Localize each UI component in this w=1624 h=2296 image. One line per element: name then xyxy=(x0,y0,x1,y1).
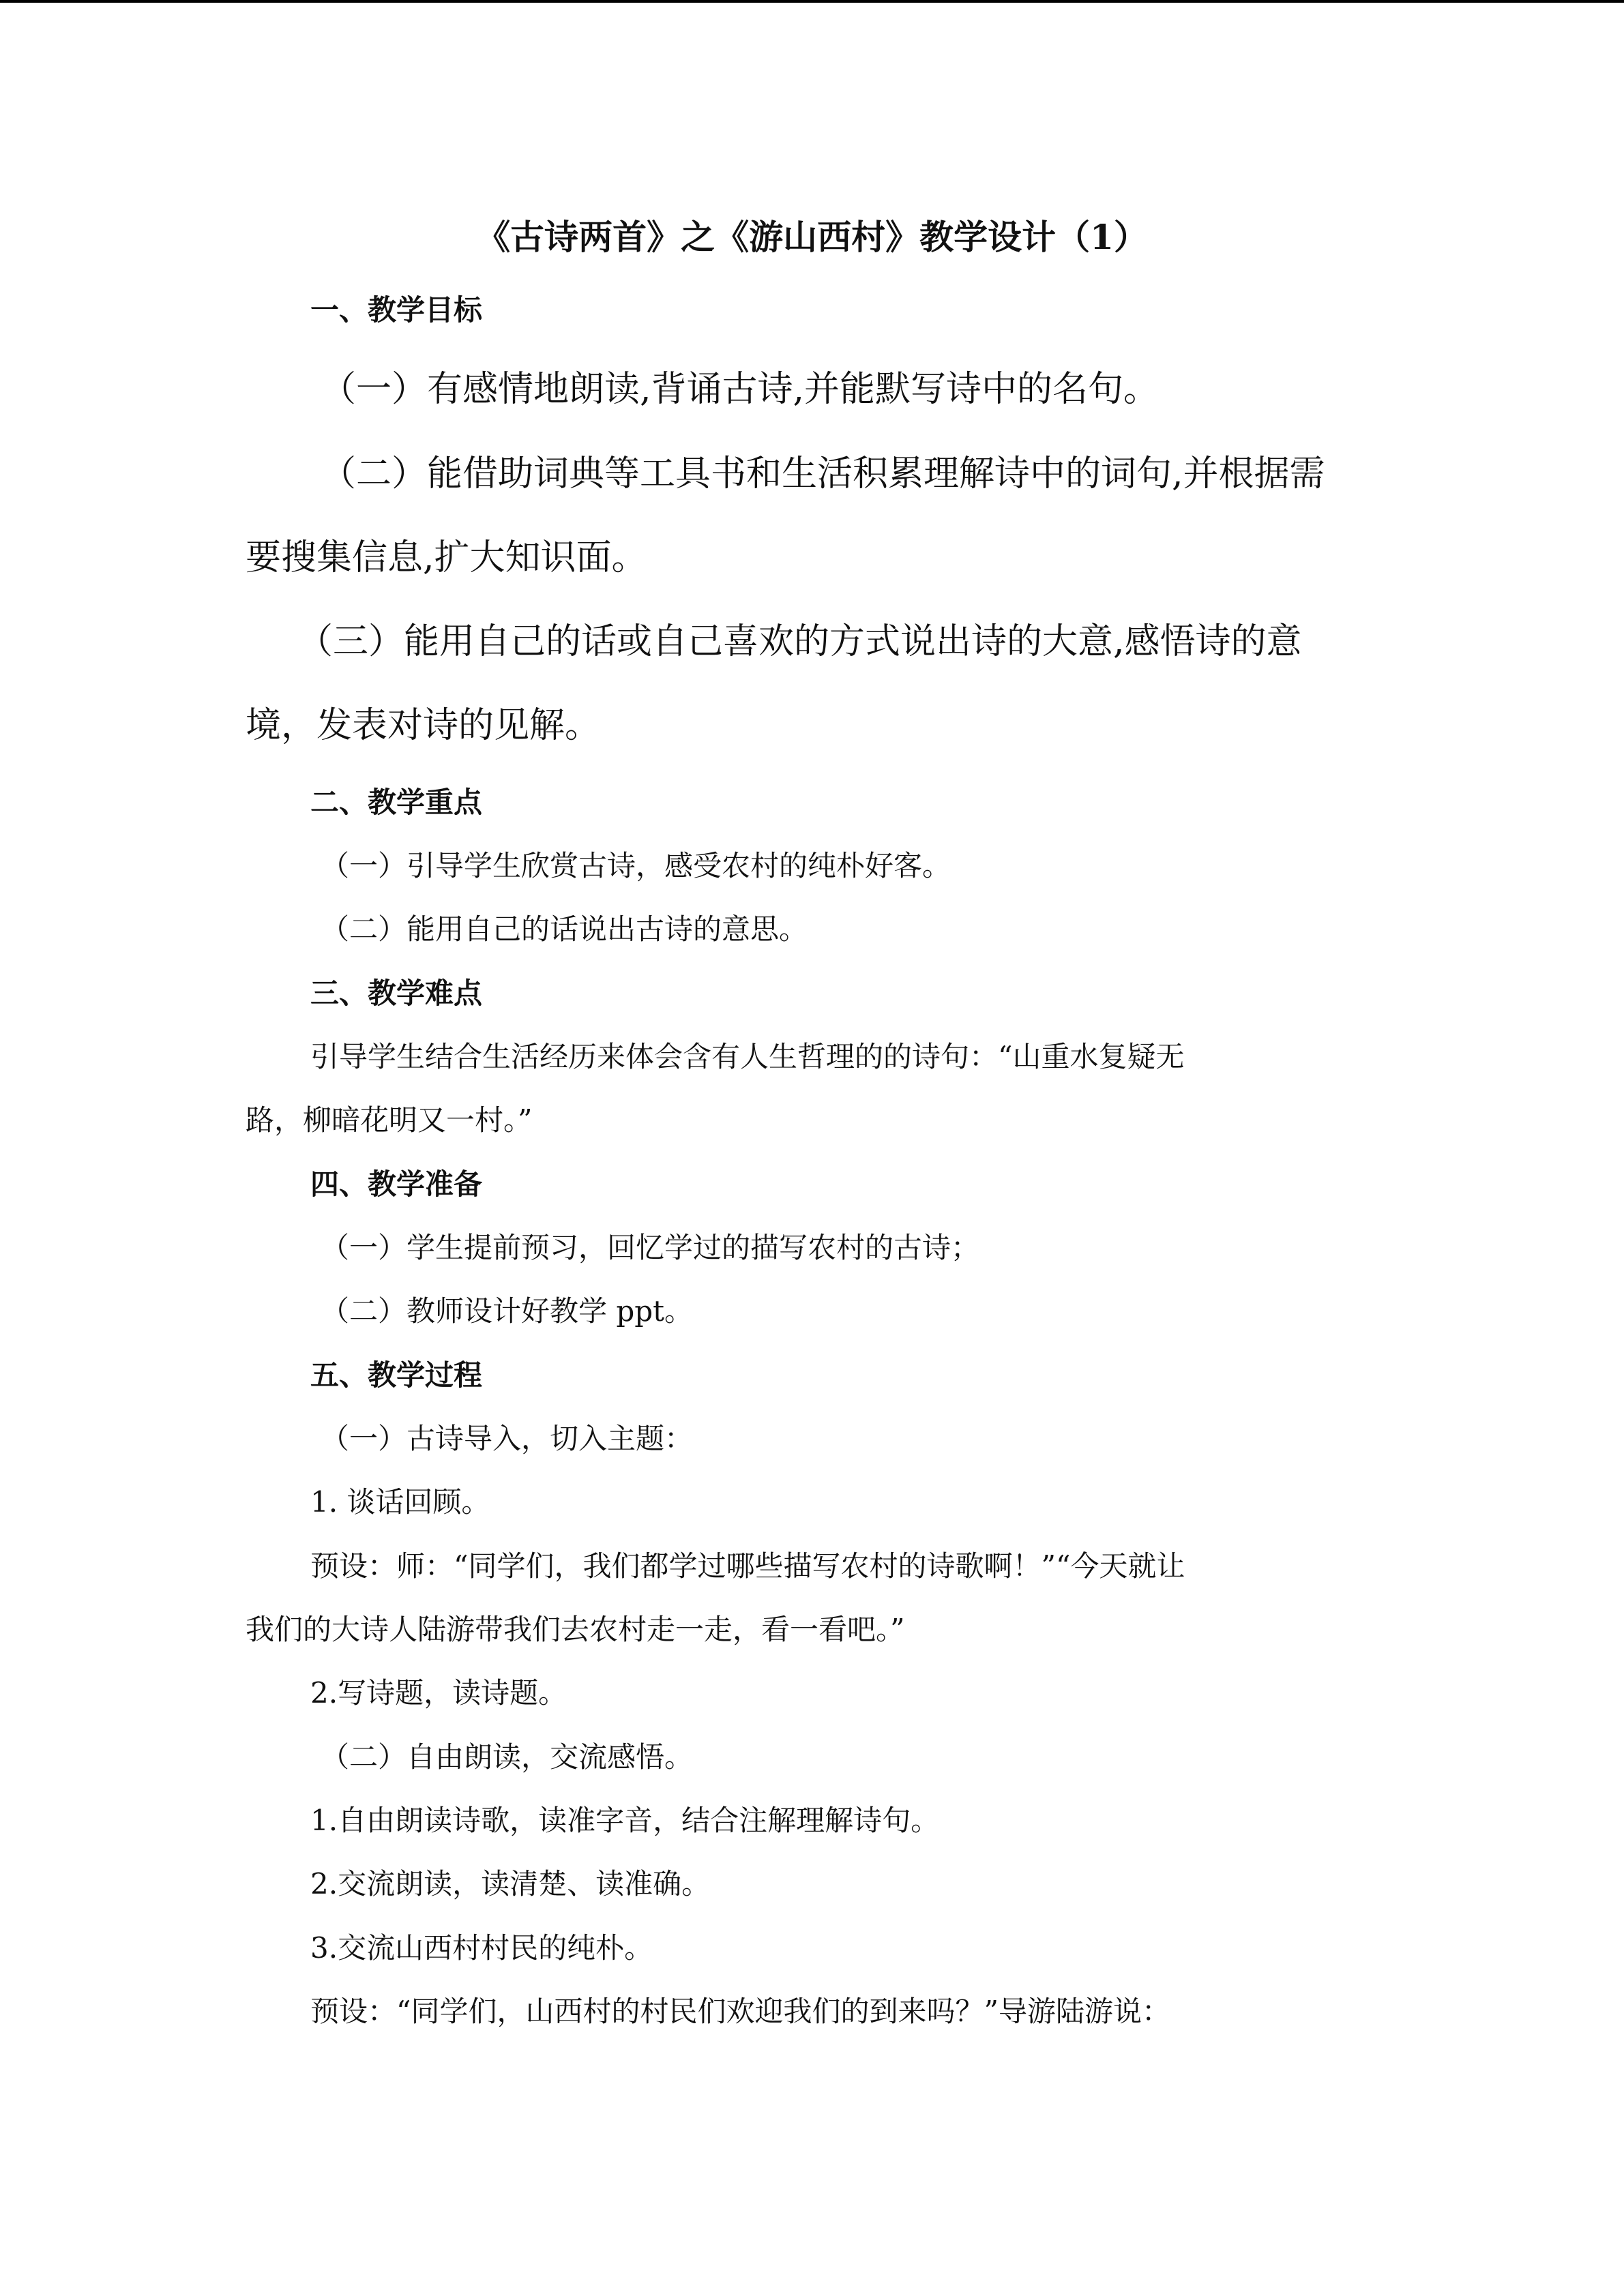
goal-item-1: （一）有感情地朗读,背诵古诗,并能默写诗中的名句。 xyxy=(321,369,1160,410)
goal-item-2-line-1: （二）能借助词典等工具书和生活积累理解诗中的词句,并根据需 xyxy=(321,453,1325,494)
process-part-2-step-1: 1.自由朗读诗歌，读准字音，结合注解理解诗句。 xyxy=(310,1804,940,1837)
section-heading-process: 五、教学过程 xyxy=(310,1358,483,1392)
section-heading-goals: 一、教学目标 xyxy=(310,293,483,327)
section-heading-preparation: 四、教学准备 xyxy=(310,1167,483,1201)
process-step-2: 2.写诗题，读诗题。 xyxy=(310,1676,567,1710)
goal-item-3-line-2: 境，发表对诗的见解。 xyxy=(246,705,601,746)
goal-item-2-line-2: 要搜集信息,扩大知识面。 xyxy=(246,537,647,578)
difficulty-line-2: 路，柳暗花明又一村。” xyxy=(246,1103,533,1137)
section-heading-key-points: 二、教学重点 xyxy=(310,786,483,819)
process-preset-2: 预设：“同学们，山西村的村民们欢迎我们的到来吗？”导游陆游说： xyxy=(310,1995,1170,2028)
goal-item-3-line-1: （三）能用自己的话或自己喜欢的方式说出诗的大意,感悟诗的意 xyxy=(297,621,1302,662)
preparation-item-2: （二）教师设计好教学 ppt。 xyxy=(321,1294,694,1328)
key-point-item-1: （一）引导学生欣赏古诗，感受农村的纯朴好客。 xyxy=(321,849,951,882)
key-point-item-2: （二）能用自己的话说出古诗的意思。 xyxy=(321,912,808,946)
process-part-2: （二）自由朗读，交流感悟。 xyxy=(321,1740,694,1774)
process-part-2-step-3: 3.交流山西村村民的纯朴。 xyxy=(310,1931,653,1965)
process-preset-1-line-1: 预设：师：“同学们，我们都学过哪些描写农村的诗歌啊！”“今天就让 xyxy=(310,1549,1185,1583)
document-title: 《古诗两首》之《游山西村》教学设计（1） xyxy=(476,217,1148,257)
section-heading-difficulties: 三、教学难点 xyxy=(310,976,483,1010)
process-preset-1-line-2: 我们的大诗人陆游带我们去农村走一走，看一看吧。” xyxy=(246,1613,905,1646)
process-part-2-step-2: 2.交流朗读，读清楚、读准确。 xyxy=(310,1867,711,1900)
process-step-1: 1. 谈话回顾。 xyxy=(310,1485,490,1519)
process-part-1: （一）古诗导入，切入主题： xyxy=(321,1422,694,1455)
difficulty-line-1: 引导学生结合生活经历来体会含有人生哲理的的诗句：“山重水复疑无 xyxy=(310,1040,1185,1073)
preparation-item-1: （一）学生提前预习，回忆学过的描写农村的古诗； xyxy=(321,1231,980,1264)
